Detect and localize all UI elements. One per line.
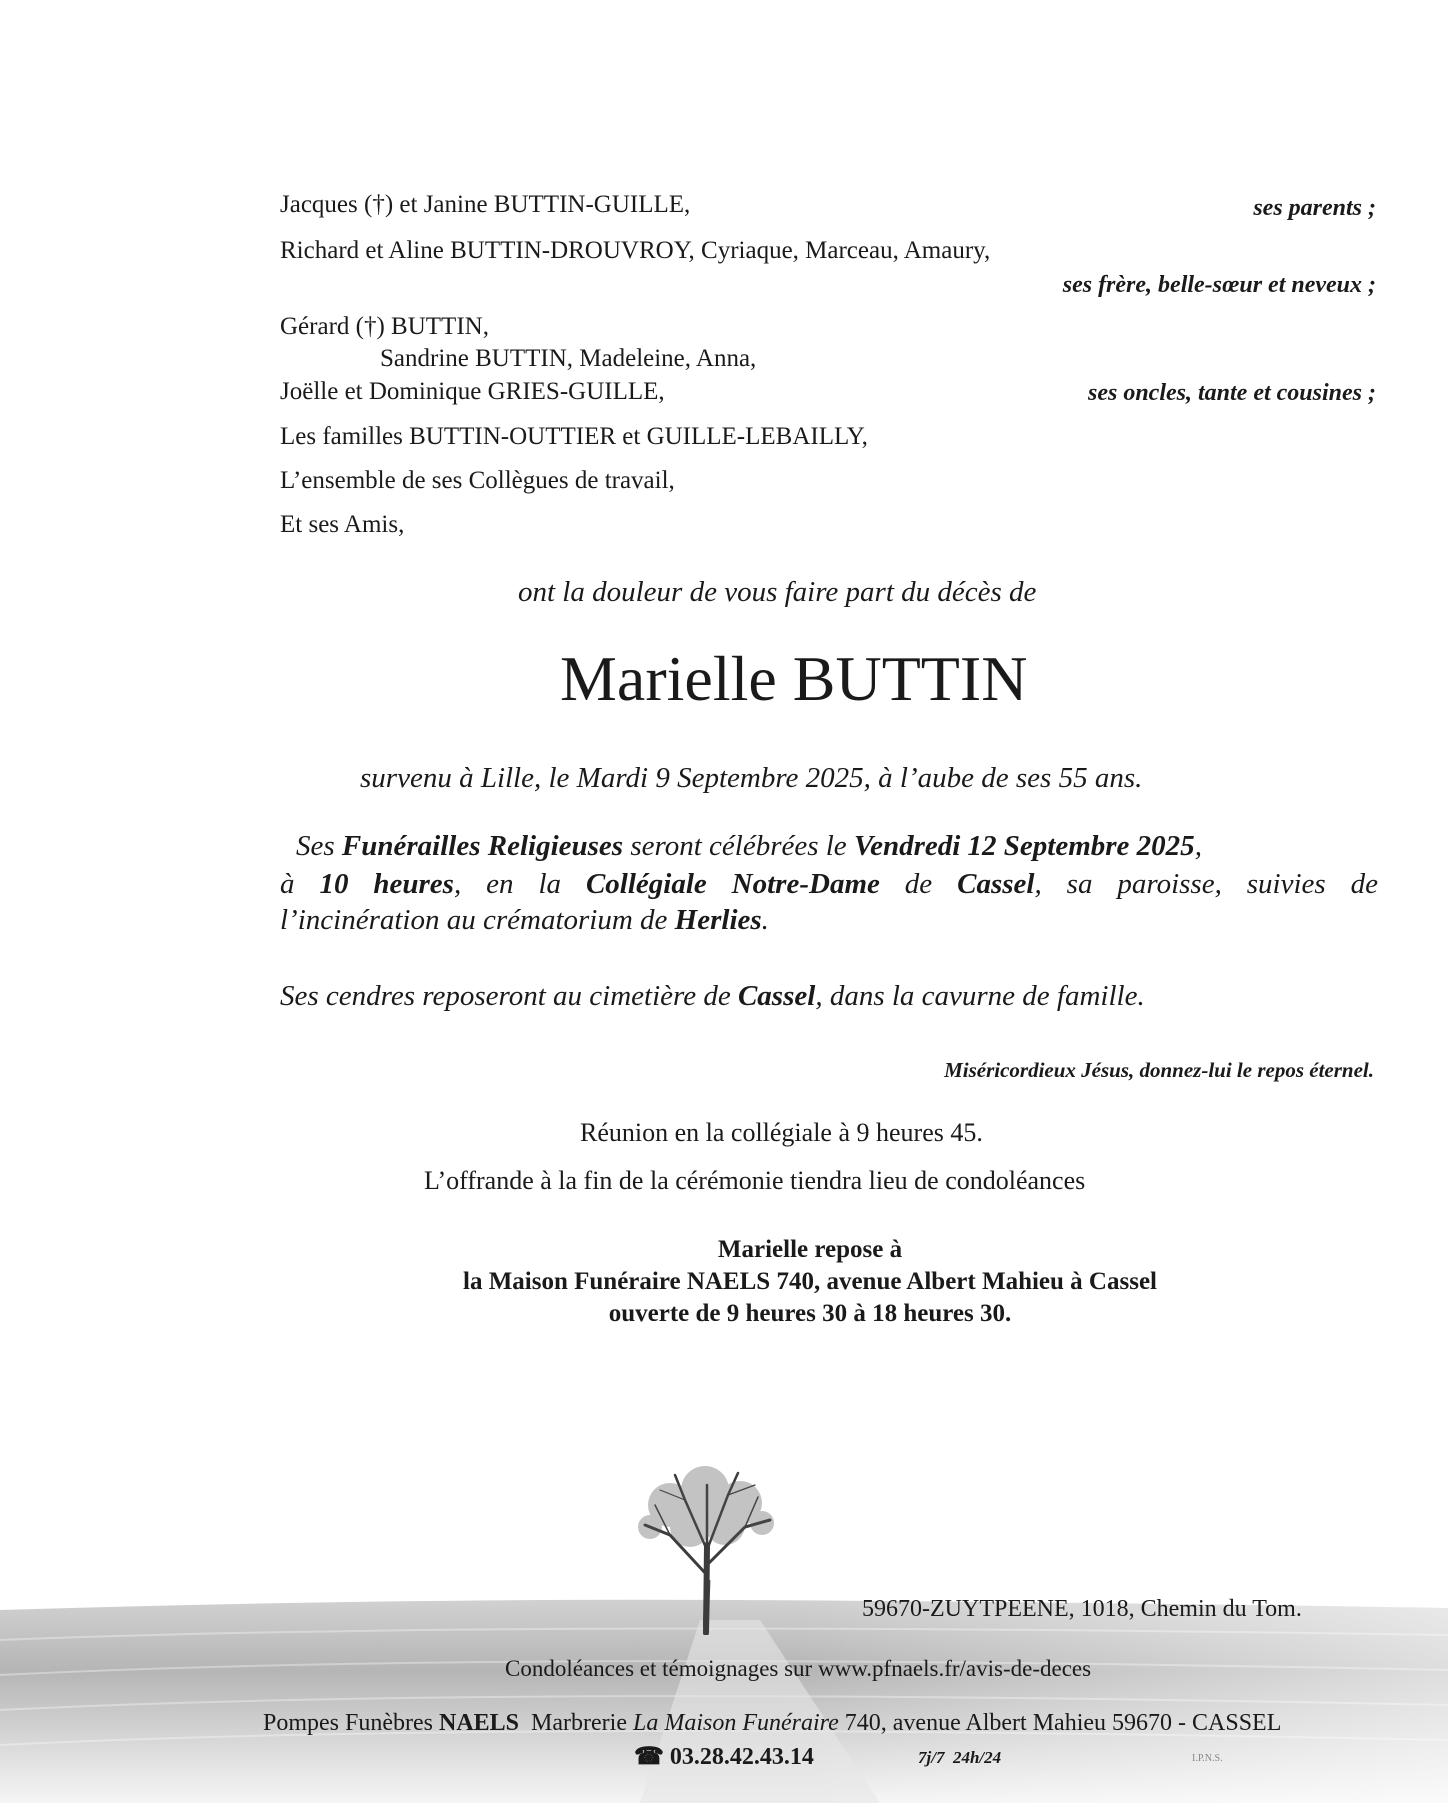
footer-hours: 7j/7 24h/24 bbox=[918, 1748, 1002, 1767]
family-line-friends: Et ses Amis, bbox=[280, 511, 405, 538]
footer-company: Pompes Funèbres NAELS Marbrerie La Maison Funéraire 740, avenue Albert Mahieu 59670 - CASSEL bbox=[263, 1710, 1282, 1736]
prayer: Miséricordieux Jésus, donnez-lui le repos éternel. bbox=[944, 1058, 1374, 1082]
footer-condolences: Condoléances et témoignages sur www.pfnaels.fr/avis-de-deces bbox=[505, 1656, 1092, 1681]
ashes-line: Ses cendres reposeront au cimetière de Cassel, dans la cavurne de famille. bbox=[280, 980, 1145, 1012]
offering-info: L’offrande à la fin de la cérémonie tiendra lieu de condoléances bbox=[424, 1166, 1086, 1195]
deceased-name: Marielle BUTTIN bbox=[560, 643, 1028, 714]
meeting-info: Réunion en la collégiale à 9 heures 45. bbox=[580, 1118, 983, 1147]
repose-line-3: ouverte de 9 heures 30 à 18 heures 30. bbox=[608, 1300, 1012, 1327]
funeral-line-2: à 10 heures, en la Collégiale Notre-Dame de Cassel, sa paroisse, suivies de bbox=[280, 868, 1378, 900]
relation-uncles: ses oncles, tante et cousines ; bbox=[1088, 380, 1376, 406]
family-line-cousins: Joëlle et Dominique GRIES-GUILLE, bbox=[280, 378, 665, 405]
repose-line-1: Marielle repose à bbox=[717, 1236, 903, 1263]
printer-mark: I.P.N.S. bbox=[1192, 1753, 1223, 1764]
announcement-intro: ont la douleur de vous faire part du décès de bbox=[518, 576, 1037, 608]
footer-address: 59670-ZUYTPEENE, 1018, Chemin du Tom. bbox=[862, 1596, 1302, 1622]
relation-parents: ses parents ; bbox=[1253, 195, 1376, 221]
phone-icon: ☎ bbox=[634, 1744, 664, 1770]
repose-line-2: la Maison Funéraire NAELS 740, avenue Albert Mahieu à Cassel bbox=[463, 1268, 1157, 1295]
family-line-parents: Jacques (†) et Janine BUTTIN-GUILLE, bbox=[280, 191, 691, 218]
funeral-line-1: Ses Funérailles Religieuses seront célébrées le Vendredi 12 Septembre 2025, bbox=[296, 830, 1202, 862]
family-line-colleagues: L’ensemble de ses Collègues de travail, bbox=[280, 467, 675, 494]
family-line-uncle: Gérard (†) BUTTIN, bbox=[280, 313, 489, 340]
family-line-aunt: Sandrine BUTTIN, Madeleine, Anna, bbox=[380, 345, 757, 372]
funeral-line-3: l’incinération au crématorium de Herlies. bbox=[280, 904, 769, 936]
death-details: survenu à Lille, le Mardi 9 Septembre 2025, à l’aube de ses 55 ans. bbox=[360, 762, 1143, 794]
family-line-families: Les familles BUTTIN-OUTTIER et GUILLE-LEBAILLY, bbox=[280, 423, 868, 450]
family-line-sibling: Richard et Aline BUTTIN-DROUVROY, Cyriaque, Marceau, Amaury, bbox=[280, 237, 991, 264]
footer-phone: ☎ 03.28.42.43.14 bbox=[634, 1744, 814, 1770]
tree-icon bbox=[630, 1465, 780, 1635]
relation-sibling: ses frère, belle-sœur et neveux ; bbox=[1062, 272, 1376, 298]
